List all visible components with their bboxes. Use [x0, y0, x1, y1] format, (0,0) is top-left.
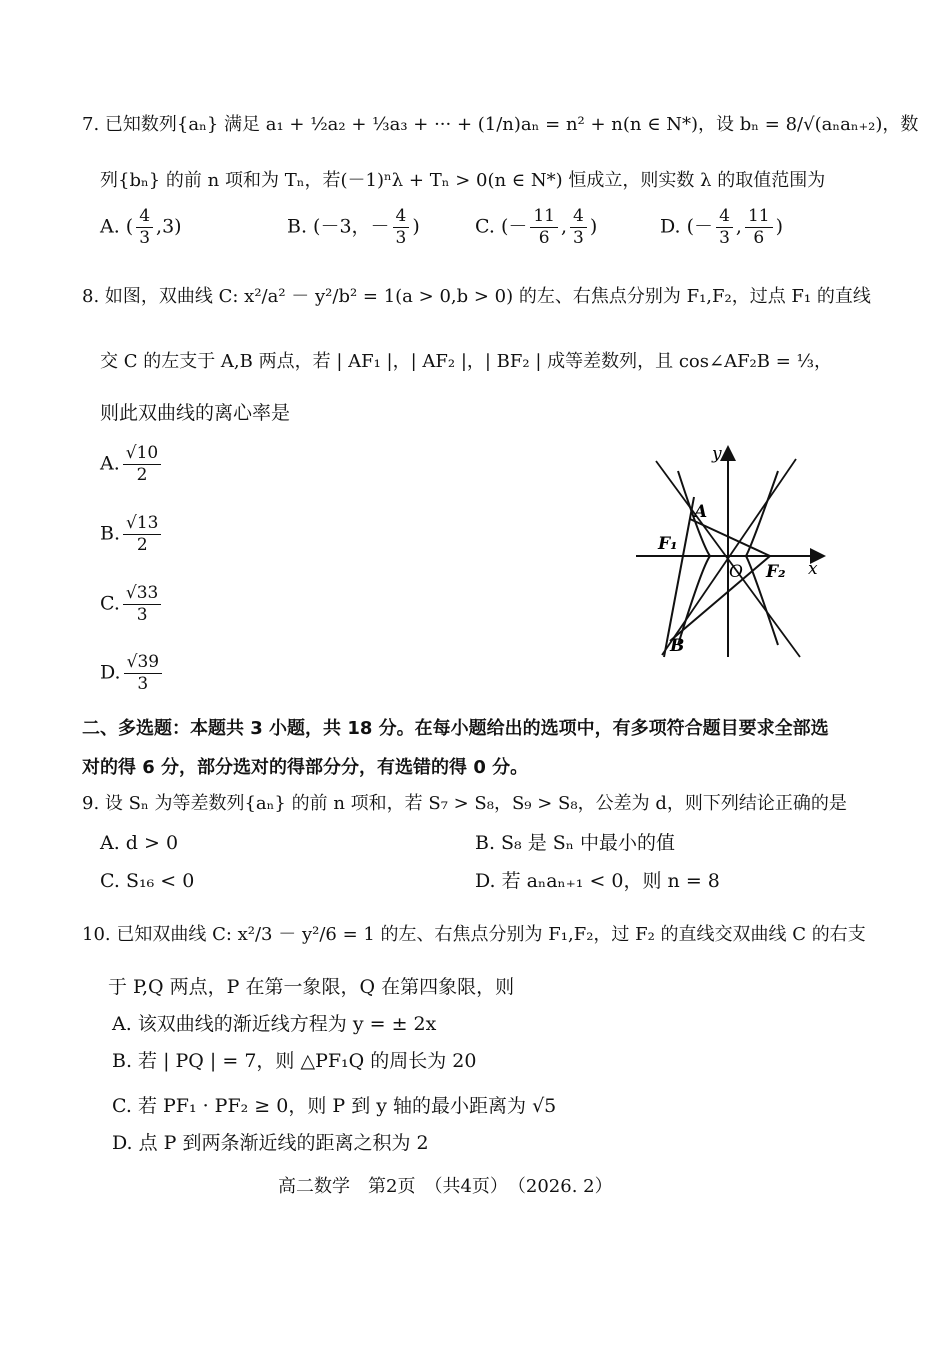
q10-option-a: A. 该双曲线的渐近线方程为 y = ± 2x — [112, 1013, 437, 1035]
q9-stem: 9. 设 Sₙ 为等差数列{aₙ} 的前 n 项和，若 S₇ > S₈，S₉ > S₈，公差为 d，则下列结论正确的是 — [82, 793, 847, 814]
frac-denominator: 2 — [136, 535, 148, 555]
label-A: A — [694, 502, 708, 522]
label-B: B — [670, 636, 685, 656]
q7-option-d-frac2 — [745, 208, 773, 247]
q8-line1: 8. 如图，双曲线 C: x²/a² － y²/b² = 1(a > 0,b > 0) 的左、右焦点分别为 F₁,F₂，过点 F₁ 的直线 — [82, 286, 871, 307]
q8-option-a-frac — [123, 445, 161, 484]
label-x: x — [808, 559, 818, 579]
q7-option-a — [100, 208, 182, 247]
q7-option-a-frac — [136, 208, 153, 247]
frac-numerator: 11 — [530, 208, 558, 228]
hyperbola-figure — [632, 445, 828, 660]
q7-line2: 列{bₙ} 的前 n 项和为 Tₙ，若(－1)ⁿλ + Tₙ > 0(n ∈ N*) 恒成立，则实数 λ 的取值范围为 — [100, 170, 826, 191]
q10-line1: 10. 已知双曲线 C: x²/3 － y²/6 = 1 的左、右焦点分别为 F₁,F₂，过 F₂ 的直线交双曲线 C 的右支 — [82, 924, 866, 945]
frac-denominator: 3 — [395, 228, 407, 248]
label-y: y — [712, 445, 722, 464]
hyperbola-right-branch — [746, 471, 778, 645]
q7-option-c-frac1 — [530, 208, 558, 247]
frac-numerator: 4 — [570, 208, 587, 228]
frac-denominator: 3 — [719, 228, 730, 248]
q7-option-c-frac2 — [570, 208, 587, 247]
label-F2: F₂ — [766, 562, 786, 582]
q8-option-a-label: A. — [100, 452, 120, 475]
section2-line2: 对的得 6 分，部分选对的得部分分，有选错的得 0 分。 — [82, 757, 529, 778]
q7-line1: 7. 已知数列{aₙ} 满足 a₁ + ½a₂ + ⅓a₃ + ··· + (1/n)aₙ = n² + n(n ∈ N*)，设 bₙ = 8/√(aₙaₙ₊₂)，数 — [82, 114, 919, 135]
q7-option-d-frac1 — [716, 208, 733, 247]
frac-denominator: 3 — [139, 228, 151, 248]
q9-option-d: D. 若 aₙaₙ₊₁ < 0，则 n = 8 — [475, 870, 720, 892]
q10-option-d: D. 点 P 到两条渐近线的距离之积为 2 — [112, 1132, 429, 1154]
frac-denominator: 2 — [136, 465, 148, 485]
q8-option-d-label: D. — [100, 661, 121, 684]
q8-option-d — [100, 654, 165, 693]
q7-option-d-tail: ) — [775, 215, 783, 238]
label-F1: F₁ — [658, 534, 678, 554]
q8-option-b — [100, 515, 164, 554]
q7-option-c: C. (－ $\frac{11}{6}$ , $\frac{4}{3}$ ) — [475, 206, 598, 248]
q10-option-c: C. 若 PF₁ · PF₂ ≥ 0，则 P 到 y 轴的最小距离为 √5 — [112, 1095, 557, 1117]
q7-option-c-tail: ) — [589, 215, 598, 238]
q7-option-a-tail: ,3) — [156, 215, 182, 238]
page-footer: 高二数学 第2页 （共4页） （2026. 2） — [278, 1176, 613, 1197]
section2-line1: 二、多选题：本题共 3 小题，共 18 分。在每小题给出的选项中，有多项符合题目要求全部选 — [82, 718, 829, 739]
q7-option-a-label: A. ( — [100, 215, 134, 238]
frac-numerator: 4 — [136, 208, 153, 228]
q9-option-a: A. d > 0 — [100, 832, 179, 854]
q8-option-b-frac — [123, 515, 161, 554]
q7-option-b-label: B. (－3，－ — [287, 215, 390, 238]
q8-line2: 交 C 的左支于 A,B 两点，若 | AF₁ |，| AF₂ |，| BF₂ | 成等差数列，且 cos∠AF₂B = ⅓， — [100, 351, 832, 372]
q7-option-b-tail: ) — [412, 215, 420, 238]
frac-denominator: 3 — [573, 228, 584, 248]
q7-option-d-label: D. (－ — [660, 215, 714, 238]
frac-numerator: 11 — [745, 208, 773, 228]
frac-denominator: 3 — [137, 674, 149, 694]
q10-line2: 于 P,Q 两点，P 在第一象限，Q 在第四象限，则 — [108, 976, 515, 998]
q7-option-b — [287, 208, 420, 247]
q7-option-b-frac — [393, 208, 410, 247]
frac-denominator: 6 — [753, 228, 765, 248]
q7-option-d: D. (－ $\frac{4}{3}$ , $\frac{11}{6}$ ) — [660, 206, 783, 248]
frac-numerator: √39 — [124, 654, 162, 674]
frac-numerator: √33 — [123, 585, 161, 605]
q8-option-b-label: B. — [100, 522, 121, 545]
q8-option-c-frac — [123, 585, 161, 624]
frac-numerator: √10 — [123, 445, 161, 465]
q10-option-b: B. 若 | PQ | = 7，则 △PF₁Q 的周长为 20 — [112, 1050, 477, 1072]
frac-numerator: √13 — [123, 515, 161, 535]
q8-option-c — [100, 585, 164, 624]
q8-option-a — [100, 445, 164, 484]
q9-option-b: B. S₈ 是 Sₙ 中最小的值 — [475, 832, 676, 854]
q8-line3: 则此双曲线的离心率是 — [100, 402, 291, 424]
frac-numerator: 4 — [393, 208, 410, 228]
q8-option-d-frac — [124, 654, 162, 693]
frac-denominator: 6 — [538, 228, 550, 248]
q9-option-c: C. S₁₆ < 0 — [100, 870, 195, 892]
q7-option-c-label: C. (－ — [475, 215, 528, 238]
frac-numerator: 4 — [716, 208, 733, 228]
frac-denominator: 3 — [136, 605, 148, 625]
label-O: O — [729, 562, 743, 582]
q8-option-c-label: C. — [100, 592, 120, 615]
